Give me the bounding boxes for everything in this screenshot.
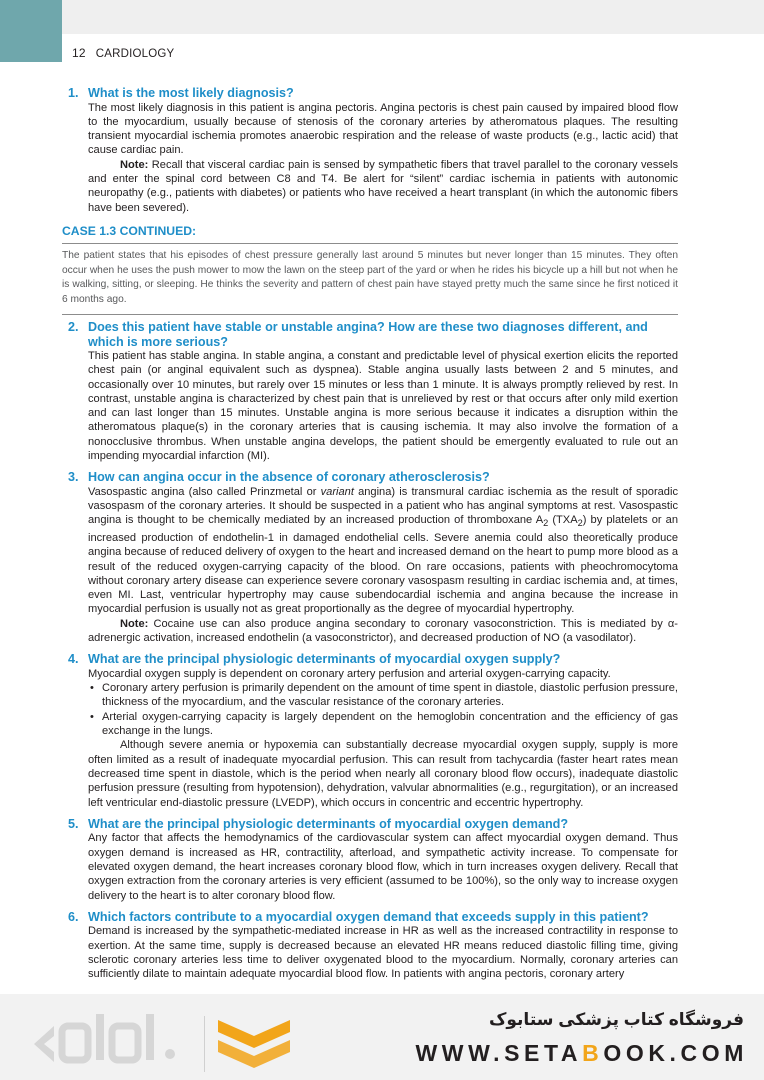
answer-paragraph (88, 485, 678, 617)
question-5 (68, 817, 678, 832)
question-number: 3. (68, 470, 79, 485)
answer-paragraph: The most likely diagnosis in this patient is angina pectoris. Angina pectoris is chest pain caused by impaired blood flow to the myocardium, usually because of stenosis of the coronary arteries by atheromatous plaques. The resulting transient myocardial ischemia promotes anaerobic respiration and the release of waste products (e.g., lactic acid) that cause cardiac pain. (88, 101, 678, 157)
setabook-wordmark-icon (24, 1004, 194, 1074)
url-part: OOK.COM (603, 1040, 748, 1066)
case-box (62, 243, 678, 315)
section-q1 (68, 86, 678, 215)
header-band (0, 0, 764, 34)
footer-divider (204, 1016, 205, 1072)
case-title: CASE 1.3 CONTINUED: (62, 224, 197, 238)
question-3 (68, 470, 678, 485)
subscript: 2 (577, 518, 583, 529)
setabook-logo-icon (210, 1014, 300, 1074)
question-text: What is the most likely diagnosis? (88, 86, 294, 100)
block-q6 (68, 910, 678, 982)
question-text: Which factors contribute to a myocardial oxygen demand that exceeds supply in this patient? (88, 909, 649, 924)
answer-text: (TXA (548, 514, 578, 527)
note-label: Note: (120, 617, 149, 630)
note-text: Recall that visceral cardiac pain is sensed by sympathetic fibers that travel parallel to the coronary vessels and enter the spinal cord between C8 and T4. Be alert for “silent” cardiac ischemia in patients with autonomic neuropathy (e.g., patients with diabetes) or patients who have received a heart transplant (in which the autonomic fibers have been severed). (88, 158, 678, 214)
block-q4 (68, 652, 678, 809)
note-paragraph (88, 617, 678, 646)
question-number: 5. (68, 816, 79, 831)
question-number: 1. (68, 86, 79, 100)
question-text: What are the principal physiologic determinants of myocardial oxygen demand? (88, 816, 569, 831)
url-accent: B (582, 1040, 604, 1066)
section-questions (68, 320, 678, 989)
page-number: 12 (72, 46, 86, 60)
block-q2 (68, 320, 678, 463)
store-watermark-footer (0, 994, 764, 1080)
answer-5 (68, 831, 678, 902)
answer-text: Vasospastic angina (also called Prinzmetal or (88, 485, 321, 498)
answer-paragraph: Demand is increased by the sympathetic-mediated increase in HR as well as the increased contractility in response to exertion. At the same time, supply is decreased because an elevated HR means reduced diastolic filling time, giving sclerotic coronary arteries less time to deliver oxygenated blood to the myocardium. Normally, coronary arteries can sufficiently dilate to maintain adequate myocardial blood flow. In patients with angina pectoris, coronary artery (88, 925, 678, 981)
answer-intro: Myocardial oxygen supply is dependent on coronary artery perfusion and arterial oxygen-carrying capacity. (88, 667, 611, 680)
answer-text: angina) is transmural cardiac ischemia as the result of sporadic vasospasm of the coronary arteries. It should be suspected in a patient who has anginal symptoms at rest. Vasospastic angina is thought to be chemically mediated by an increased production of thromboxane A (88, 485, 678, 527)
bullet-text: Arterial oxygen-carrying capacity is largely dependent on the hemoglobin concentration and the efficiency of gas exchange in the lungs. (102, 710, 678, 738)
question-1 (68, 86, 678, 101)
question-2 (68, 320, 678, 349)
bullet-icon: • (90, 682, 94, 695)
store-url (415, 1040, 748, 1067)
question-text: What are the principal physiologic determinants of myocardial oxygen supply? (88, 652, 561, 667)
header-color-tab (0, 0, 62, 62)
answer-italic: variant (320, 485, 354, 498)
question-4 (68, 652, 678, 667)
question-text: Does this patient have stable or unstable angina? How are these two diagnoses different, and which is more serious? (88, 320, 648, 349)
note-label: Note: (120, 158, 149, 171)
case-text: The patient states that his episodes of chest pressure generally last around 5 minutes but never longer than 15 minutes. They often occur when he uses the push mower to mow the lawn on the steep part of the yard or when he rides his bicycle up a hill but not when he is walking, sitting, or sleeping. He thinks the severity and pattern of chest pain have stayed pretty much the same since he first noticed it 6 months ago. (62, 250, 678, 305)
store-name: فروشگاه کتاب پزشکی ستابوک (488, 1010, 744, 1029)
bullet-item (88, 681, 678, 710)
question-number: 6. (68, 909, 79, 924)
question-number: 2. (68, 320, 79, 334)
bullet-text: Coronary artery perfusion is primarily dependent on the amount of time spent in diastole, diastolic perfusion pressure, thickness of the myocardium, and the vascular resistance of the coronary arteries. (102, 682, 678, 709)
note-text: Cocaine use can also produce angina secondary to coronary vasoconstriction. This is mediated by α-adrenergic activation, increased endothelin (a vasoconstrictor), and decreased production of NO (a vasodilator). (88, 617, 678, 645)
answer-text: ) by platelets or an increased production of endothelin-1 in damaged endothelial cells. Severe anemia could also theoretically produce angina because of reduced delivery of oxygen to the heart and increased demand on the heart to pump more blood as a result of the reduced oxygen-carrying capacity of the blood. On rare occasions, patients with pheochromocytoma without coronary artery disease can experience severe coronary vasospasm resulting in cardiac ischemia and, at times, even MI. Last, ventricular hypertrophy may cause subendocardial ischemia and angina because the increase in myocardial perfusion is usually not as great proportionally as the degree of myocardial hypertrophy. (88, 514, 679, 616)
question-text: How can angina occur in the absence of coronary atherosclerosis? (88, 470, 490, 485)
answer-1 (68, 101, 678, 215)
answer-4 (68, 667, 678, 810)
answer-2 (68, 349, 678, 463)
running-header (72, 46, 174, 60)
note-paragraph (88, 158, 678, 215)
subscript: 2 (543, 518, 549, 529)
bullet-item (88, 710, 678, 739)
answer-paragraph: This patient has stable angina. In stable angina, a constant and predictable level of physical exertion elicits the reported chest pain (or anginal equivalent such as dyspnea). Stable angina usually lasts between 2 and 5 minutes, and occasionally over 10 minutes, but rarely over 15 minutes or less than 1 minute. It is always promptly relieved by rest. In contrast, unstable angina is characterized by chest pain that is unrelieved by rest or that occurs after only mild exertion and can last longer than 15 minutes. Unstable angina is more serious because it indicates a disruption within the atheromatous plaque(s) in the coronary arteries that is causing ischemia. It may also involve the formation of a nonocclusive thrombus. When unstable angina develops, the patient should be emergently evaluated to rule out an impending myocardial infarction (MI). (88, 350, 678, 463)
question-number: 4. (68, 652, 79, 667)
question-6 (68, 910, 678, 925)
block-q3 (68, 470, 678, 645)
url-part: WWW.SETA (415, 1040, 583, 1066)
answer-paragraph: Any factor that affects the hemodynamics of the cardiovascular system can affect myocardial oxygen demand. Thus oxygen demand is increased as HR, contractility, afterload, and sympathetic activity increase. To compensate for elevated oxygen demand, the heart increases coronary blood flow, which in turn increases oxygen delivery. Recall that oxygen extraction from the coronary arteries is very efficient (assumed to be 100%), so the only way to increase oxygen delivery to the heart is to alter coronary blood flow. (88, 832, 678, 902)
answer-3 (68, 485, 678, 645)
bullet-icon: • (90, 710, 94, 723)
running-title: CARDIOLOGY (95, 48, 175, 60)
block-q5 (68, 817, 678, 903)
answer-6 (68, 924, 678, 981)
answer-paragraph: Although severe anemia or hypoxemia can substantially decrease myocardial oxygen supply, supply is more often limited as a result of inadequate myocardial perfusion. This can result from tachycardia (faster heart rates mean decreased time spent in diastole, which is the period when nearly all coronary blood flow occurs), inadequate diastolic perfusion pressure (resulting from hypotension), dehydration, valvular abnormalities (e.g., regurgitation), or an increased left ventricular end-diastolic pressure (LVEDP), which occurs in concentric and eccentric hypertrophy. (88, 739, 678, 809)
